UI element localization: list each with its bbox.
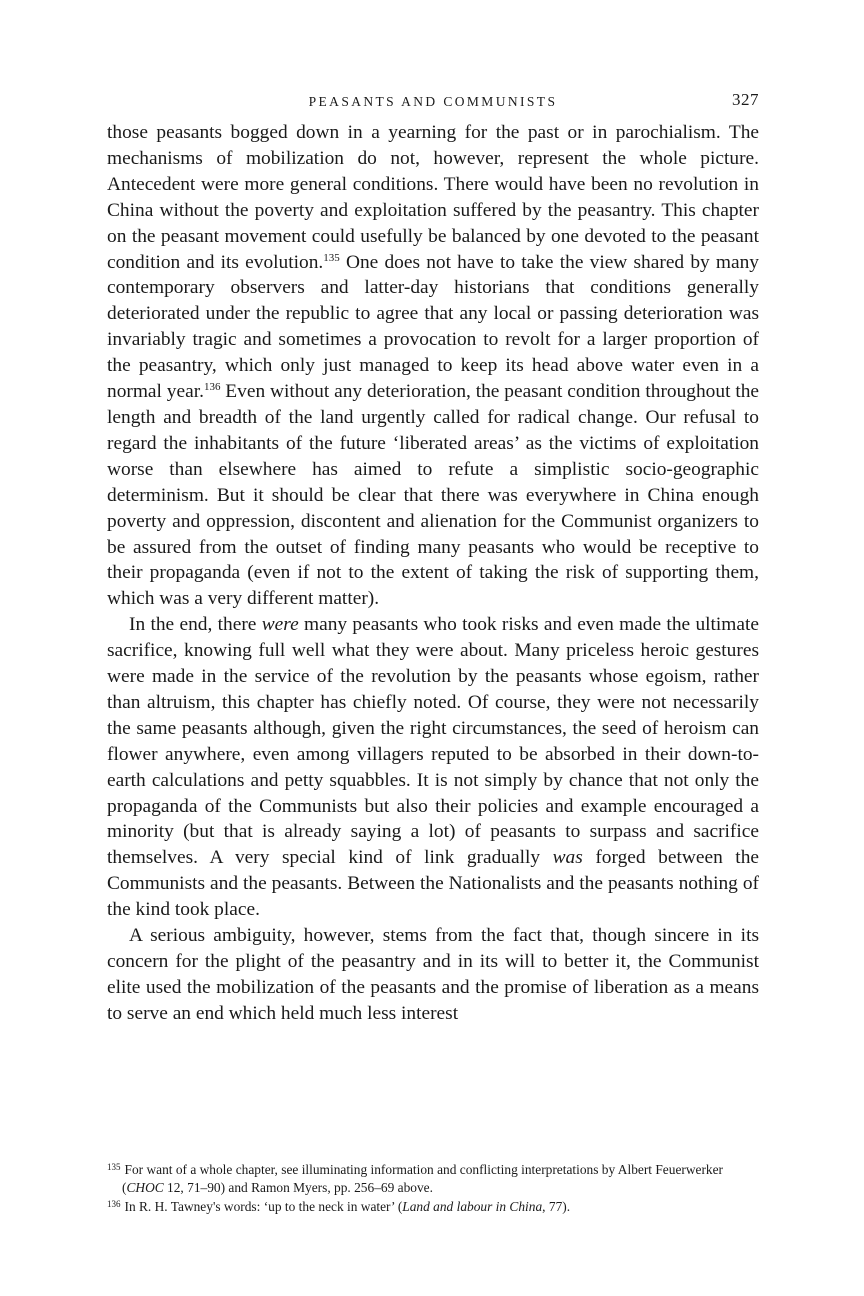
paragraph-2-part-c: forged between the Communists and the peasants. Between the Nationalists and the peasants nothing of the kind took place.	[107, 847, 759, 921]
paragraph-2	[107, 612, 759, 923]
paragraph-2-part-a: In the end, there	[129, 614, 262, 636]
footnote-citation-title: CHOC	[126, 1180, 164, 1195]
emphasis-was: was	[552, 847, 583, 869]
body-text	[107, 120, 759, 1027]
paragraph-3	[107, 923, 759, 1027]
footnote-mark: 136	[107, 1199, 121, 1209]
paragraph-1-part-a: those peasants bogged down in a yearning for the past or in parochialism. The mechanisms of mobilization do not, however, represent the whole picture. Antecedent were more general conditions. There would have been no revolution in China without the poverty and exploitation suffered by the peasantry. This chapter on the peasant movement could usefully be balanced by one devoted to the peasant condition and its evolution.	[107, 122, 759, 273]
footnote-ref-135: 135	[323, 251, 340, 264]
footnote-ref-136: 136	[203, 381, 221, 394]
paragraph-1-part-b: One does not have to take the view shared by many contemporary observers and latter-day historians that conditions generally deteriorated under the republic to agree that any local or passing deterioration was invariably tragic and sometimes a provocation to revolt for a larger proportion of the peasantry, which only just managed to keep its head above water even in a normal year.	[107, 251, 759, 403]
paragraph-1-part-c: Even without any deterioration, the peasant condition throughout the length and breadth of the land urgently called for radical change. Our refusal to regard the inhabitants of the future ‘liberated areas’ as the victims of exploitation worse than elsewhere has aimed to refute a simplistic socio-geographic determinism. But it should be clear that there was everywhere in China enough poverty and oppression, discontent and alienation for the Communist organizers to be assured from the outset of finding many peasants who would be receptive to their propaganda (even if not to the extent of taking the risk of supporting them, which was a very different matter).	[107, 381, 760, 610]
footnote-text: , 77).	[542, 1199, 571, 1214]
emphasis-were: were	[261, 614, 299, 636]
footnotes	[107, 1161, 759, 1217]
page-number: 327	[732, 90, 759, 109]
running-head	[107, 90, 759, 116]
footnote-text: For want of a whole chapter, see illuminating information and conflicting interpretations by Albert Feuerwerker (	[122, 1162, 724, 1195]
footnote-citation-title: Land and labour in China	[402, 1199, 543, 1214]
footnote-136	[107, 1198, 759, 1216]
footnote-text: In R. H. Tawney's words: ‘up to the neck in water’ (	[124, 1199, 403, 1214]
book-page	[107, 90, 759, 1027]
footnote-text: 12, 71–90) and Ramon Myers, pp. 256–69 above.	[163, 1180, 433, 1195]
footnote-mark: 135	[107, 1162, 121, 1172]
paragraph-3-text: A serious ambiguity, however, stems from the fact that, though sincere in its concern for the plight of the peasantry and in its will to better it, the Communist elite used the mobilization of the peasants and the promise of liberation as a means to serve an end which held much less interest	[107, 925, 759, 1024]
footnote-135	[107, 1161, 759, 1197]
running-title: PEASANTS AND COMMUNISTS	[308, 94, 558, 109]
paragraph-2-part-b: many peasants who took risks and even made the ultimate sacrifice, knowing full well what they were about. Many priceless heroic gestures were made in the service of the revolution by the peasants whose egoism, rather than altruism, this chapter has chiefly noted. Of course, they were not necessarily the same peasants although, given the right circumstances, the seed of heroism can flower anywhere, even among villagers reputed to be absorbed in their down-to-earth calculations and petty squabbles. It is not simply by chance that not only the propaganda of the Communists but also their policies and example encouraged a minority (but that is already saying a lot) of peasants to surpass and sacrifice themselves. A very special kind of link gradually	[107, 614, 759, 869]
paragraph-1	[107, 120, 759, 612]
